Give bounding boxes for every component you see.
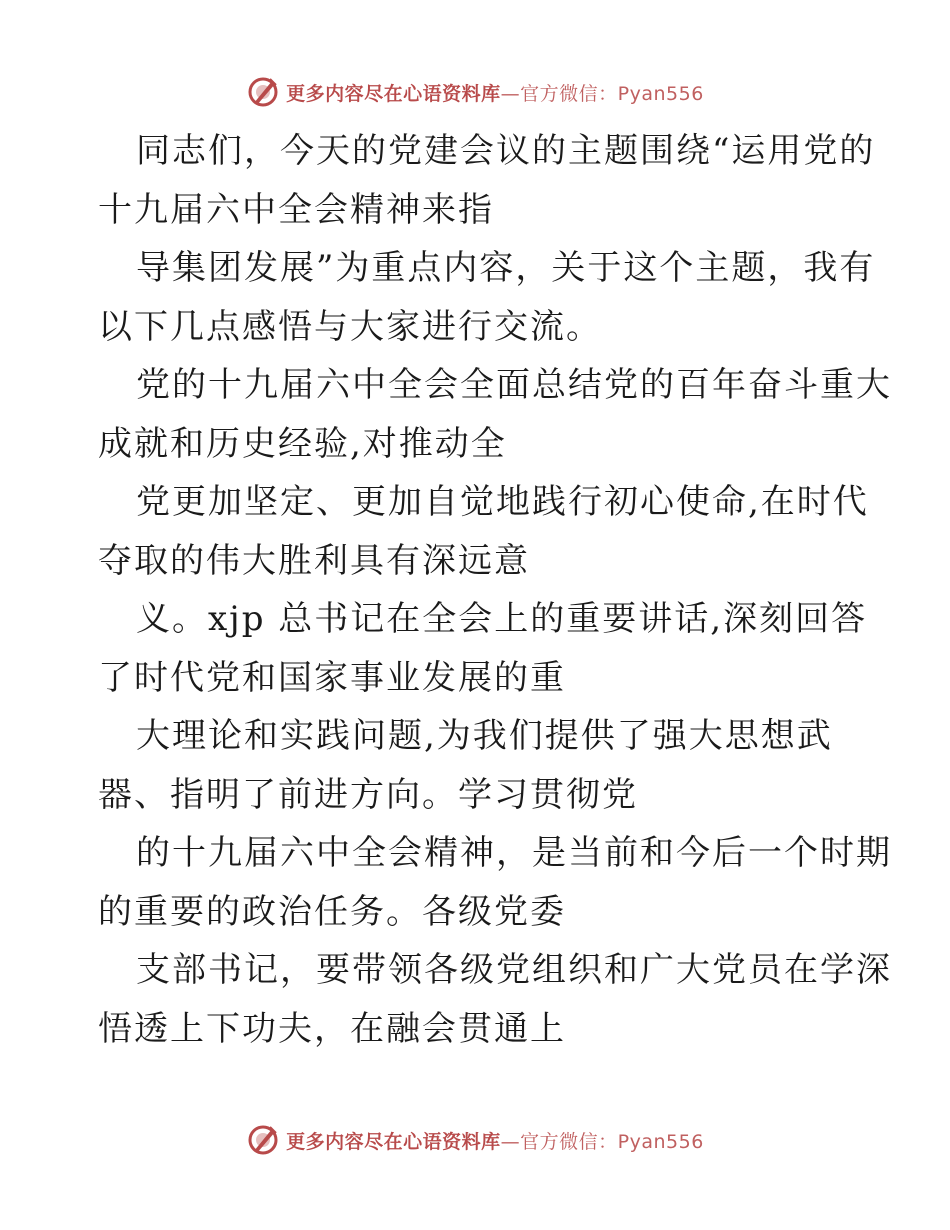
footer-banner bbox=[0, 1120, 950, 1160]
header-banner-text: 更多内容尽在心语资料库—官方微信：Pyan556 bbox=[286, 82, 704, 105]
body-line: 器、指明了前进方向。学习贯彻党 bbox=[98, 774, 638, 815]
body-line: 支部书记，要带领各级党组织和广大党员在学深 bbox=[136, 950, 892, 990]
body-line: 夺取的伟大胜利具有深远意 bbox=[98, 540, 530, 581]
quill-seal-icon bbox=[246, 1123, 280, 1157]
document-body bbox=[98, 122, 892, 1058]
body-line: 义。xjp 总书记在全会上的重要讲话,深刻回答 bbox=[136, 599, 868, 639]
body-line: 大理论和实践问题,为我们提供了强大思想武 bbox=[136, 716, 833, 756]
body-line: 党更加坚定、更加自觉地践行初心使命,在时代 bbox=[136, 482, 869, 522]
header-banner bbox=[0, 72, 950, 112]
body-line: 了时代党和国家事业发展的重 bbox=[98, 657, 566, 698]
body-line: 导集团发展”为重点内容，关于这个主题，我有 bbox=[136, 248, 876, 288]
body-line: 悟透上下功夫，在融会贯通上 bbox=[98, 1008, 566, 1049]
body-line: 十九届六中全会精神来指 bbox=[98, 189, 494, 230]
quill-seal-icon bbox=[246, 75, 280, 109]
body-line: 党的十九届六中全会全面总结党的百年奋斗重大 bbox=[136, 365, 892, 405]
body-line: 的重要的政治任务。各级党委 bbox=[98, 891, 566, 932]
body-line: 成就和历史经验,对推动全 bbox=[98, 423, 507, 464]
body-line: 同志们，今天的党建会议的主题围绕“运用党的 bbox=[136, 131, 876, 171]
body-line: 以下几点感悟与大家进行交流。 bbox=[98, 306, 602, 347]
body-line: 的十九届六中全会精神，是当前和今后一个时期 bbox=[136, 833, 892, 873]
footer-banner-text: 更多内容尽在心语资料库—官方微信：Pyan556 bbox=[286, 1130, 704, 1153]
